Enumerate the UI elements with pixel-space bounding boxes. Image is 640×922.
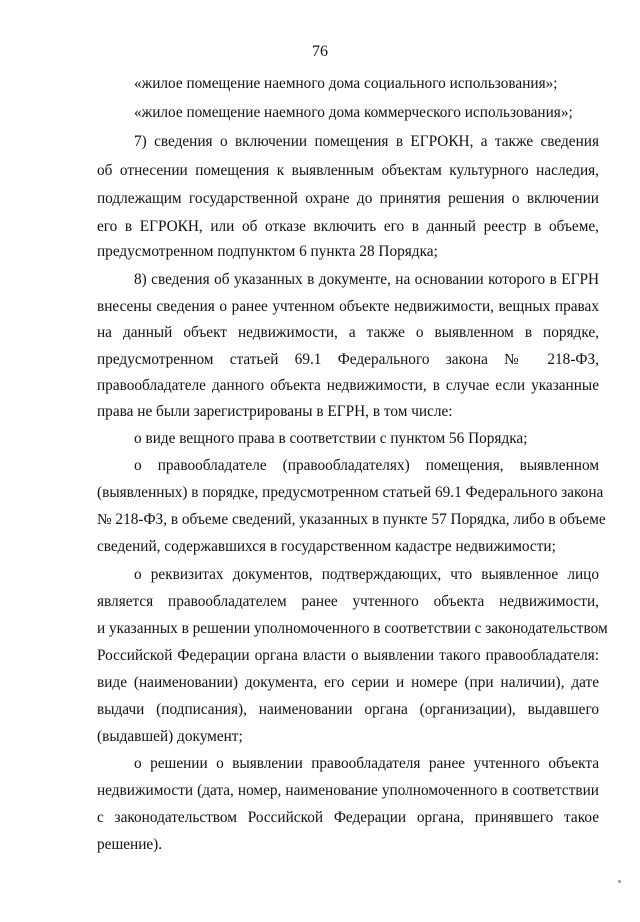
text-line: (выявленных) в порядке, предусмотренном статьей 69.1 Федерального закона (97, 484, 604, 501)
text-line: на данный объект недвижимости, а также о выявленном в порядке, (97, 324, 599, 341)
text-line: предусмотренном подпунктом 6 пункта 28 Порядка; (97, 243, 438, 260)
text-line: подлежащим государственной охране до принятия решения о включении (97, 190, 599, 207)
page-number: 76 (312, 43, 328, 60)
text-line: о решении о выявлении правообладателя ранее учтенного объекта (134, 755, 599, 772)
text-line: сведений, содержавшихся в государственном кадастре недвижимости; (97, 538, 556, 555)
text-line: 7) сведения о включении помещения в ЕГРОКН, а также сведения (134, 133, 599, 150)
text-line: № 218-ФЗ, в объеме сведений, указанных в пункте 57 Порядка, либо в объеме (97, 511, 606, 528)
text-line: решение). (97, 836, 163, 853)
text-line: недвижимости (дата, номер, наименование уполномоченного в соответствии (97, 782, 599, 799)
text-line: «жилое помещение наемного дома социального использования»; (134, 75, 558, 92)
text-line: внесены сведения о ранее учтенном объекте недвижимости, вещных правах (97, 298, 599, 315)
text-line: правообладателе данного объекта недвижимости, в случае если указанные (97, 377, 599, 394)
text-line: 8) сведения об указанных в документе, на основании которого в ЕГРН (134, 271, 599, 288)
text-line: с законодательством Российской Федерации органа, принявшего такое (97, 809, 599, 826)
scan-speck (618, 880, 621, 883)
text-line: предусмотренном статьей 69.1 Федерального закона № 218-ФЗ, (97, 351, 599, 368)
text-line: о правообладателе (правообладателях) помещения, выявленном (134, 457, 599, 474)
text-line: его в ЕГРОКН, или об отказе включить его в данный реестр в объеме, (97, 218, 599, 235)
text-line: является правообладателем ранее учтенного объекта недвижимости, (97, 593, 599, 610)
text-line: выдачи (подписания), наименовании органа (организации), выдавшего (97, 701, 599, 718)
text-line: и указанных в решении уполномоченного в соответствии с законодательством (97, 620, 608, 637)
text-line: права не были зарегистрированы в ЕГРН, в том числе: (97, 403, 453, 420)
text-line: Российской Федерации органа власти о выявлении такого правообладателя: (97, 647, 599, 664)
text-line: о реквизитах документов, подтверждающих, что выявленное лицо (134, 566, 599, 583)
text-line: об отнесении помещения к выявленным объектам культурного наследия, (97, 162, 599, 179)
text-line: «жилое помещение наемного дома коммерческого использования»; (134, 104, 573, 121)
text-line: (выдавшей) документ; (97, 728, 243, 745)
text-line: виде (наименовании) документа, его серии и номере (при наличии), дате (97, 674, 599, 691)
text-line: о виде вещного права в соответствии с пунктом 56 Порядка; (134, 430, 528, 447)
